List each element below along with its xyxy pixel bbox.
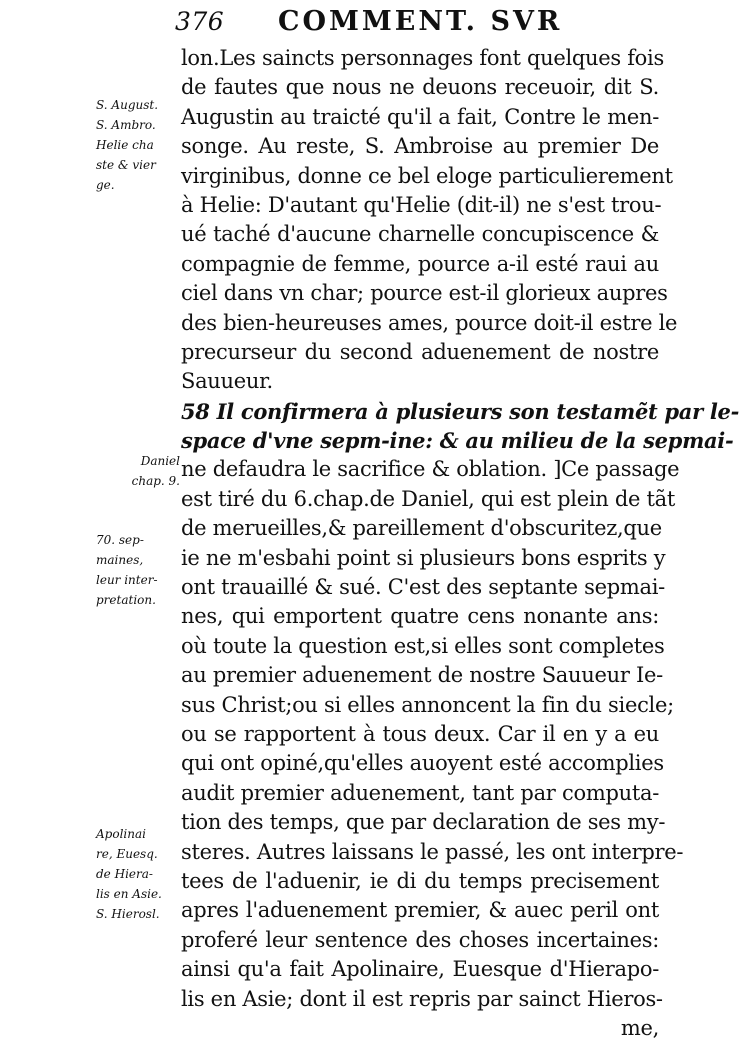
text-line: apres l'aduenement premier, & auec peril ont — [181, 898, 659, 923]
margin-note-apolinaire — [96, 824, 180, 924]
page-number: 376 — [175, 7, 225, 36]
verse-quotation-line: space d'vne sepm-ine: & au milieu de la sepmai- — [181, 428, 734, 454]
text-line: compagnie de femme, pource a-il esté raui au — [181, 251, 659, 276]
margin-note-line: lis en Asie. — [96, 887, 162, 901]
margin-note-line: ste & vier — [96, 158, 156, 172]
margin-note-daniel — [96, 451, 180, 491]
text-line: ne defaudra le sacrifice & oblation. ]Ce passage — [181, 457, 680, 482]
margin-note-line: Helie cha — [96, 138, 154, 152]
margin-note-line: pretation. — [96, 593, 156, 607]
text-line: ciel dans vn char; pource est-il glorieux aupres — [181, 281, 668, 306]
margin-note-line: S. August. — [96, 98, 159, 112]
margin-note-line: chap. 9. — [131, 474, 180, 488]
text-line: ainsi qu'a fait Apolinaire, Euesque d'Hierapo- — [181, 957, 659, 982]
running-head: COMMENT. SVR — [278, 6, 563, 37]
margin-note-line: leur inter- — [96, 573, 158, 587]
text-line: de fautes que nous ne deuons receuoir, dit S. — [181, 75, 659, 100]
text-line: des bien-heureuses ames, pource doit-il estre le — [181, 310, 678, 335]
text-line: où toute la question est,si elles sont completes — [181, 633, 665, 658]
text-line: steres. Autres laissans le passé, les ont interpre- — [181, 839, 684, 864]
margin-note-line: de Hiera- — [96, 867, 153, 881]
text-line: au premier aduenement de nostre Sauueur Ie- — [181, 663, 663, 688]
text-line: tees de l'aduenir, ie di du temps precisement — [181, 868, 659, 893]
margin-note-septante — [96, 530, 180, 610]
text-line: de merueilles,& pareillement d'obscuritez,que — [181, 516, 662, 541]
text-line: ie ne m'esbahi point si plusieurs bons esprits y — [181, 545, 666, 570]
verse-quotation-line: 58 Il confirmera à plusieurs son testamẽt par le- — [181, 398, 739, 424]
text-line: Augustin au traicté qu'il a fait, Contre le men- — [181, 104, 659, 129]
text-line: ou se rapportent à tous deux. Car il en y a eu — [181, 721, 659, 746]
page-header — [0, 6, 739, 44]
text-line: tion des temps, que par declaration de ses my- — [181, 810, 666, 835]
margin-note-line: S. Ambro. — [96, 118, 156, 132]
text-line: est tiré du 6.chap.de Daniel, qui est plein de tãt — [181, 486, 675, 511]
margin-note-line: Apolinai — [96, 827, 146, 841]
margin-note-line: S. Hierosl. — [96, 907, 160, 921]
text-line: virginibus, donne ce bel eloge particulierement — [181, 163, 673, 188]
text-line: Sauueur. — [181, 369, 273, 394]
text-line: nes, qui emportent quatre cens nonante ans: — [181, 604, 659, 629]
text-line: ont trauaillé & sué. C'est des septante sepmai- — [181, 575, 665, 600]
text-line: qui ont opiné,qu'elles auoyent esté accomplies — [181, 751, 664, 776]
margin-note-augustin — [96, 95, 180, 195]
text-line: lis en Asie; dont il est repris par sainct Hieros- — [181, 986, 663, 1011]
margin-note-line: maines, — [96, 553, 144, 567]
text-line: audit premier aduenement, tant par computa- — [181, 780, 659, 805]
margin-note-line: 70. sep- — [96, 533, 144, 547]
text-line: sus Christ;ou si elles annoncent la fin du siecle; — [181, 692, 674, 717]
text-line: lon.Les saincts personnages font quelques fois — [181, 46, 664, 70]
margin-note-line: re, Euesq. — [96, 847, 158, 861]
text-line: ué taché d'aucune charnelle concupiscence & — [181, 222, 659, 247]
text-line: precurseur du second aduenement de nostre — [181, 339, 659, 364]
text-line: songe. Au reste, S. Ambroise au premier De — [181, 134, 659, 159]
text-line: à Helie: D'autant qu'Helie (dit-il) ne s'est trou- — [181, 192, 662, 217]
text-line: proferé leur sentence des choses incertaines: — [181, 927, 659, 952]
commentary-text — [181, 44, 739, 1043]
catchword: me, — [620, 1015, 659, 1040]
margin-note-line: ge. — [96, 178, 115, 192]
margin-note-line: Daniel — [140, 454, 180, 468]
